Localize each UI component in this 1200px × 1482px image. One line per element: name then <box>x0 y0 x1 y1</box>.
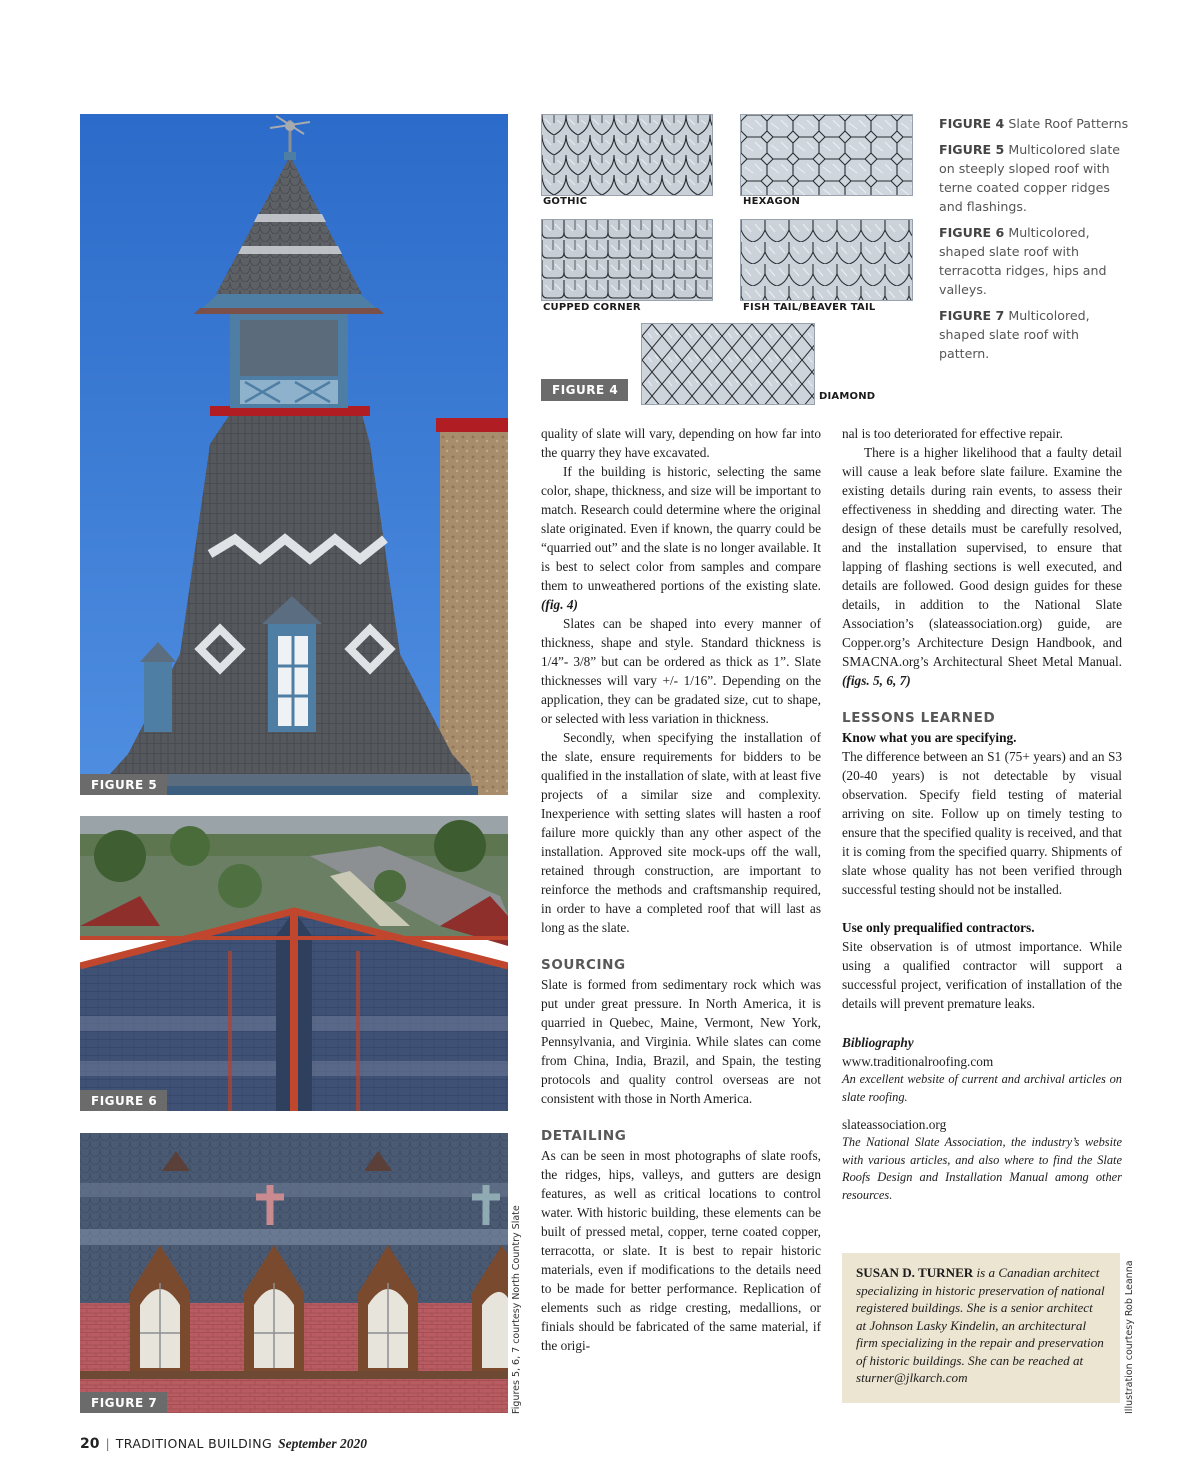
issue-date: September 2020 <box>278 1436 367 1451</box>
pattern-fish-tail-label: FISH TAIL/BEAVER TAIL <box>743 302 876 313</box>
figure-7-tag: FIGURE 7 <box>80 1392 167 1413</box>
caption-figure-5: FIGURE 5 Multicolored slate on steeply sloped roof with terne coated copper ridges and flashings. <box>939 142 1121 214</box>
body-column-1 <box>541 424 821 1355</box>
bibliography-url-1[interactable]: www.traditionalroofing.com <box>842 1054 994 1069</box>
illustration-credit: Illustration courtesy Rob Leanna <box>1124 1260 1135 1414</box>
photo-credit: Figures 5, 6, 7 courtesy North Country Slate <box>511 1205 522 1414</box>
bibliography-note-2: The National Slate Association, the industry’s website with various articles, and also where to find the Slate Roofs Design and Installation Manual among other resources. <box>842 1135 1122 1202</box>
figure-4-tag: FIGURE 4 <box>541 379 628 401</box>
col1-paragraph-sourcing: Slate is formed from sedimentary rock which was put under great pressure. In North America, it is quarried in Quebec, Maine, Vermont, New York, Pennsylvania, and Virginia. While slates can come from China, India, Brazil, and Spain, the testing protocols and quality control overseas are not consistent with those in North America. <box>541 977 821 1106</box>
col2-paragraph-2: There is a higher likelihood that a faulty detail will cause a leak before slate failure. Examine the existing details during rain events, to assess their effectiveness in shedding and directing water. The design of these details must be carefully resolved, and the installation supervised, to ensure that lapping of flashing sections is well executed, and details are followed. Good design guides for these details, in addition to the National Slate Association’s (slateassociation.org) guide, are Copper.org’s Architecture Design Handbook, and SMACNA.org’s Architectural Sheet Metal Manual. (figs. 5, 6, 7) <box>842 445 1122 688</box>
col2-paragraph-3: The difference between an S1 (75+ years) and an S3 (20-40 years) is not detectable by visual observation. Specify field testing of material arriving on site. Follow up on timely testing to ensure that the specified quality is received, and that it is coming from the specified quarry. Shipments of slate whose quality has not been verified through successful testing should not be installed. <box>842 749 1122 897</box>
pattern-gothic <box>541 114 713 196</box>
col2-paragraph-4: Site observation is of utmost importance. While using a qualified contractor will support a successful project, verification of installation of the details will prevent premature leaks. <box>842 939 1122 1011</box>
pattern-cupped-corner-label: CUPPED CORNER <box>543 302 641 313</box>
figure-captions <box>939 114 1129 370</box>
pattern-hexagon <box>740 114 913 196</box>
caption-figure-7: FIGURE 7 Multicolored, shaped slate roof with pattern. <box>939 308 1090 361</box>
pattern-gothic-label: GOTHIC <box>543 196 588 207</box>
col1-paragraph-1: quality of slate will vary, depending on how far into the quarry they have excavated. <box>541 426 821 460</box>
heading-sourcing: SOURCING <box>541 957 626 973</box>
bibliography-note-1: An excellent website of current and archival articles on slate roofing. <box>842 1072 1122 1104</box>
body-column-2 <box>842 424 1122 1204</box>
subheading-prequalified-contractors: Use only prequalified contractors. <box>842 920 1035 935</box>
col1-paragraph-3: Slates can be shaped into every manner of thickness, shape and style. Standard thickness is 1/4”- 3/8” but can be ordered as thick as 1”. Slate thicknesses will vary +/- 1/16”. Depending on the application, they can be gradated size, cut to shape, or selected with less variation in thickness. <box>541 616 821 726</box>
page-footer <box>80 1436 367 1452</box>
pattern-hexagon-label: HEXAGON <box>743 196 801 207</box>
pattern-fish-tail <box>740 219 913 301</box>
figure-6-photo <box>80 816 508 1111</box>
bibliography-heading: Bibliography <box>842 1035 914 1050</box>
pattern-cupped-corner <box>541 219 713 301</box>
author-name: SUSAN D. TURNER <box>856 1265 974 1280</box>
author-bio <box>842 1253 1120 1403</box>
magazine-name: TRADITIONAL BUILDING <box>115 1436 273 1451</box>
caption-figure-4: FIGURE 4 Slate Roof Patterns <box>939 116 1129 131</box>
figure-5-tag: FIGURE 5 <box>80 774 167 795</box>
subheading-know-what-you-specify: Know what you are specifying. <box>842 730 1017 745</box>
col1-paragraph-2: If the building is historic, selecting the same color, shape, thickness, and size will be important to match. Research could determine where the original slate originated. Even if known, the quarry could be “quarried out” and the slate is no longer available. It is best to select color from samples and compare them to unweathered portions of the existing slate. (fig. 4) <box>541 464 821 612</box>
figure-5-photo <box>80 114 508 795</box>
col1-paragraph-4: Secondly, when specifying the installation of the slate, ensure requirements for bidders to be qualified in the installation of slate, with at least five projects of a similar size and complexity. Inexperience with setting slates will hasten a roof failure more quickly than any other aspect of the installation. Approved site mock-ups off the wall, retained through construction, are important to reinforce the methods and craftsmanship required, in order to have a completed roof that will last as long as the slate. <box>541 730 821 935</box>
pattern-diamond-label: DIAMOND <box>819 391 876 402</box>
heading-lessons-learned: LESSONS LEARNED <box>842 710 996 726</box>
figure-6-tag: FIGURE 6 <box>80 1090 167 1111</box>
heading-detailing: DETAILING <box>541 1128 627 1144</box>
footer-separator: | <box>105 1436 110 1451</box>
col1-paragraph-detailing: As can be seen in most photographs of slate roofs, the ridges, hips, valleys, and gutters are design features, as well as critical locations to control water. With historic building, these elements can be built of pressed metal, copper, terne coated copper, terracotta, or slate. It is best to repair historic materials, even if modifications to the details need to be made for better performance. Replication of elements such as ridge cresting, medallions, or finials should be fabricated of the same material, if the origi- <box>541 1148 821 1353</box>
caption-figure-6: FIGURE 6 Multicolored, shaped slate roof with terracotta ridges, hips and valleys. <box>939 225 1107 297</box>
author-bio-text: is a Canadian architect specializing in historic preservation of national registered buildings. She is a senior architect at Johnson Lasky Kindelin, an architectural firm specializing in the repair and preservation of historic buildings. She can be reached at sturner@jlkarch.com <box>856 1265 1105 1385</box>
pattern-diamond <box>641 323 815 405</box>
col2-paragraph-1: nal is too deteriorated for effective repair. <box>842 426 1063 441</box>
page-number: 20 <box>80 1436 100 1452</box>
bibliography-url-2[interactable]: slateassociation.org <box>842 1117 947 1132</box>
figure-7-photo <box>80 1133 508 1413</box>
